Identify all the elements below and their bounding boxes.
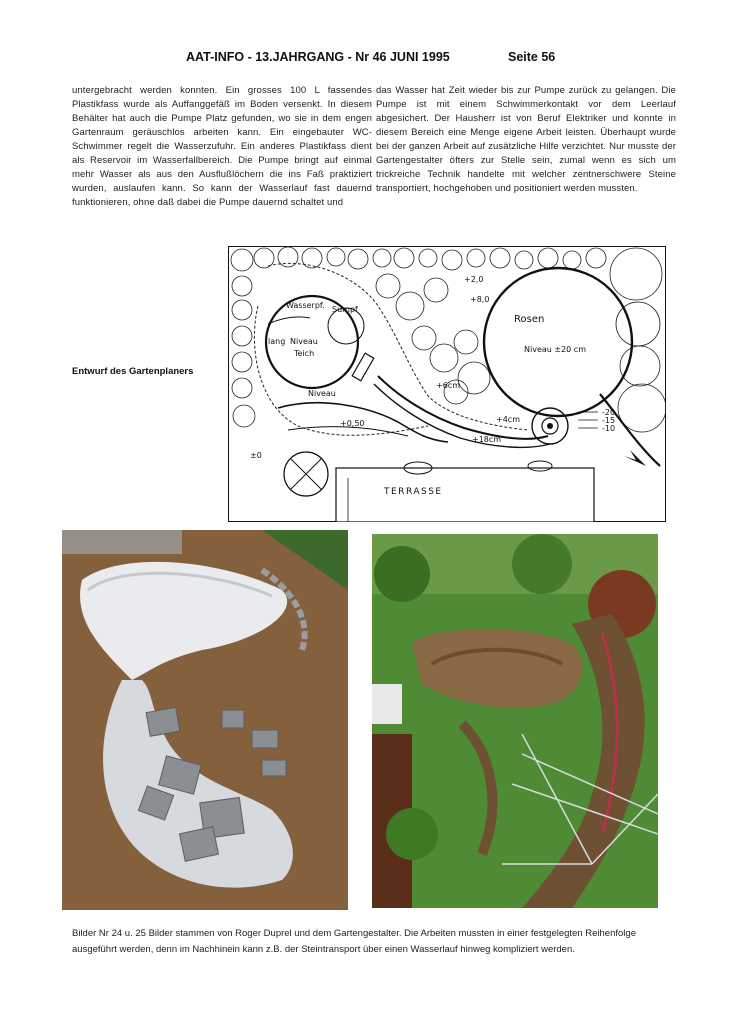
rosen-label: Rosen: [514, 314, 545, 325]
elevation-label-i: +4cm: [496, 415, 520, 424]
terrace-outline: [336, 468, 594, 522]
elevation-label-j: +6cm: [436, 381, 460, 390]
article-right-column: das Wasser hat Zeit wieder bis zur Pumpe zurück zu gelangen. Die Pumpe ist mit einem Schwimmerkontakt vor dem Leerlauf abgesichert. Der Hausherr ist von Beruf Elektriker und konnte in diesem Bereich eine Menge eigene Arbeit leisten. Überhaupt wurde bei der ganzen Arbeit auf zusätzliche Hilfe verzichtet. Nur musste der Gartengestalter öfters zur Stelle sein, zumal wenn es sich um trickreiche Technik handelte mit welcher zentnerschwere Steine transportiert, hochgehoben und positioniert werden mussten.: [376, 85, 676, 194]
pond-label: Teich: [294, 349, 315, 358]
article-left-column: untergebracht werden konnten. Ein grosses 100 L fassendes Plastikfass wurde als Auffanggefäß im Boden versenkt. In diesem Behälter hat auch die Pumpe Platz gefunden, wo sie in dem engen Gartenraum geräuschlos arbeiten kann. Ein eingebauter WC-Schwimmer regelt die Wasserzufuhr. Ein anderes Plastikfass dient als Reservoir im Wasserfallbereich. Die Pumpe bringt auf einmal mehr Wasser als aus den Ausflußlöchern die ins Faß praktiziert wurden, auslaufen kann. So kann der Wasserlauf fast dauernd funktionieren, ohne daß dabei die Pumpe dauernd schaltet und: [72, 85, 372, 208]
plan-label: Entwurf des Gartenplaners: [72, 366, 194, 377]
elevation-label-h: +18cm: [472, 435, 502, 444]
photo-caption: Bilder Nr 24 u. 25 Bilder stammen von Roger Duprel und dem Gartengestalter. Die Arbeiten mussten in einer festgelegten Reihenfolge ausgeführt werden, denn im Nachhinein kann z.B. der Steintransport über einen Wasserlauf hinweg kompliziert werden.: [72, 928, 636, 955]
elevation-label-f: -15: [602, 416, 616, 425]
journal-title: AAT-INFO - 13.JAHRGANG - Nr 46 JUNI 1995: [186, 50, 450, 64]
rosen-niveau-label: Niveau ±20 cm: [524, 345, 586, 354]
garden-plan-drawing: [228, 246, 666, 522]
pond-niveau-label: Niveau: [290, 337, 318, 346]
elevation-label-c: +2,0: [464, 275, 484, 284]
sumpf-label: Sumpf: [332, 305, 358, 314]
page-number: Seite 56: [508, 50, 556, 64]
lang-label: lang: [268, 337, 286, 346]
photo-garden-stream: [372, 534, 658, 908]
elevation-label-g: -10: [602, 424, 616, 433]
elevation-label-e: -20: [602, 408, 616, 417]
niveau-lower-label: Niveau: [308, 389, 336, 398]
elevation-label-a: +0,50: [340, 419, 365, 428]
elevation-label-d: +8,0: [470, 295, 490, 304]
wasserpf-label: Wasserpf.: [286, 301, 325, 310]
terrace-label: TERRASSE: [384, 487, 443, 497]
elevation-label-b: ±0: [250, 451, 262, 460]
page-header: [0, 50, 738, 66]
photo-pond-liner: [62, 530, 348, 910]
